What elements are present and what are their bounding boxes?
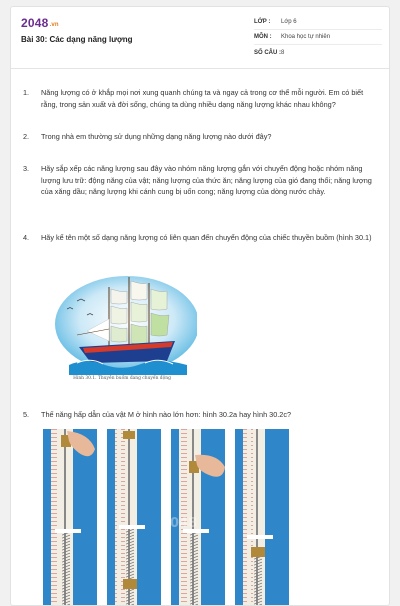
worksheet-header [11, 7, 389, 69]
question-text: Thế năng hấp dẫn của vật M ở hình nào lớn hơn: hình 30.2a hay hình 30.2c? [41, 410, 292, 419]
photo-b [107, 429, 161, 606]
question-number: 3. [23, 164, 30, 173]
question-number: 2. [23, 132, 30, 141]
figure-caption: Hình 30.1. Thuyền buồm đang chuyển động [73, 376, 171, 381]
question-text: Năng lượng có ở khắp mọi nơi xung quanh chúng ta và ngay cả trong cơ thể mỗi người. Em có biết rằng, trong sản xuất và đời sống, chúng ta dùng nhiều dạng năng lượng khác nhau không? [41, 88, 364, 109]
sailboat-illustration [47, 269, 197, 375]
question-item [23, 131, 381, 143]
question-item [23, 163, 381, 198]
question-number: 4. [23, 233, 30, 242]
watermark-text: 2048 [161, 516, 198, 531]
questions-list [11, 69, 390, 606]
question-text: Hãy sắp xếp các năng lượng sau đây vào nhóm năng lượng gắn với chuyển động hoặc nhóm năng lượng lưu trữ: động năng của vật; năng lượng của thức ăn; năng lượng của gió đang thổi; năng lượng của xăng dầu; năng lượng khi cánh cung bị uốn cong; năng lượng của dòng nước chảy. [41, 164, 372, 196]
question-item [23, 87, 381, 110]
lesson-title: Bài 30: Các dạng năng lượng [21, 35, 133, 44]
question-item [23, 409, 381, 421]
question-item [23, 232, 381, 244]
question-number: 5. [23, 410, 30, 419]
spring-scale-figure [41, 429, 291, 606]
photo-d [235, 429, 289, 606]
meta-value: Khoa học tự nhiên [281, 34, 331, 40]
photo-a [43, 429, 97, 606]
site-logo[interactable]: 2048.vn [21, 16, 59, 30]
sailboat-figure [47, 269, 197, 389]
question-text: Hãy kể tên một số dạng năng lượng có liên quan đến chuyển động của chiếc thuyền buồm (hình 30.1) [41, 233, 372, 242]
spring-scale-photos [41, 429, 291, 606]
meta-label: MÔN : [254, 34, 272, 40]
meta-value: 8 [281, 49, 285, 56]
meta-label: LỚP : [254, 19, 271, 25]
meta-value: Lớp 6 [281, 19, 297, 25]
question-text: Trong nhà em thường sử dụng những dạng năng lượng nào dưới đây? [41, 132, 272, 141]
meta-info [254, 15, 382, 60]
question-number: 1. [23, 88, 30, 97]
meta-row-class [254, 15, 382, 30]
meta-row-count [254, 45, 382, 60]
meta-row-subject [254, 30, 382, 45]
meta-label: SỐ CÂU : [254, 49, 281, 56]
worksheet-page [10, 6, 390, 606]
